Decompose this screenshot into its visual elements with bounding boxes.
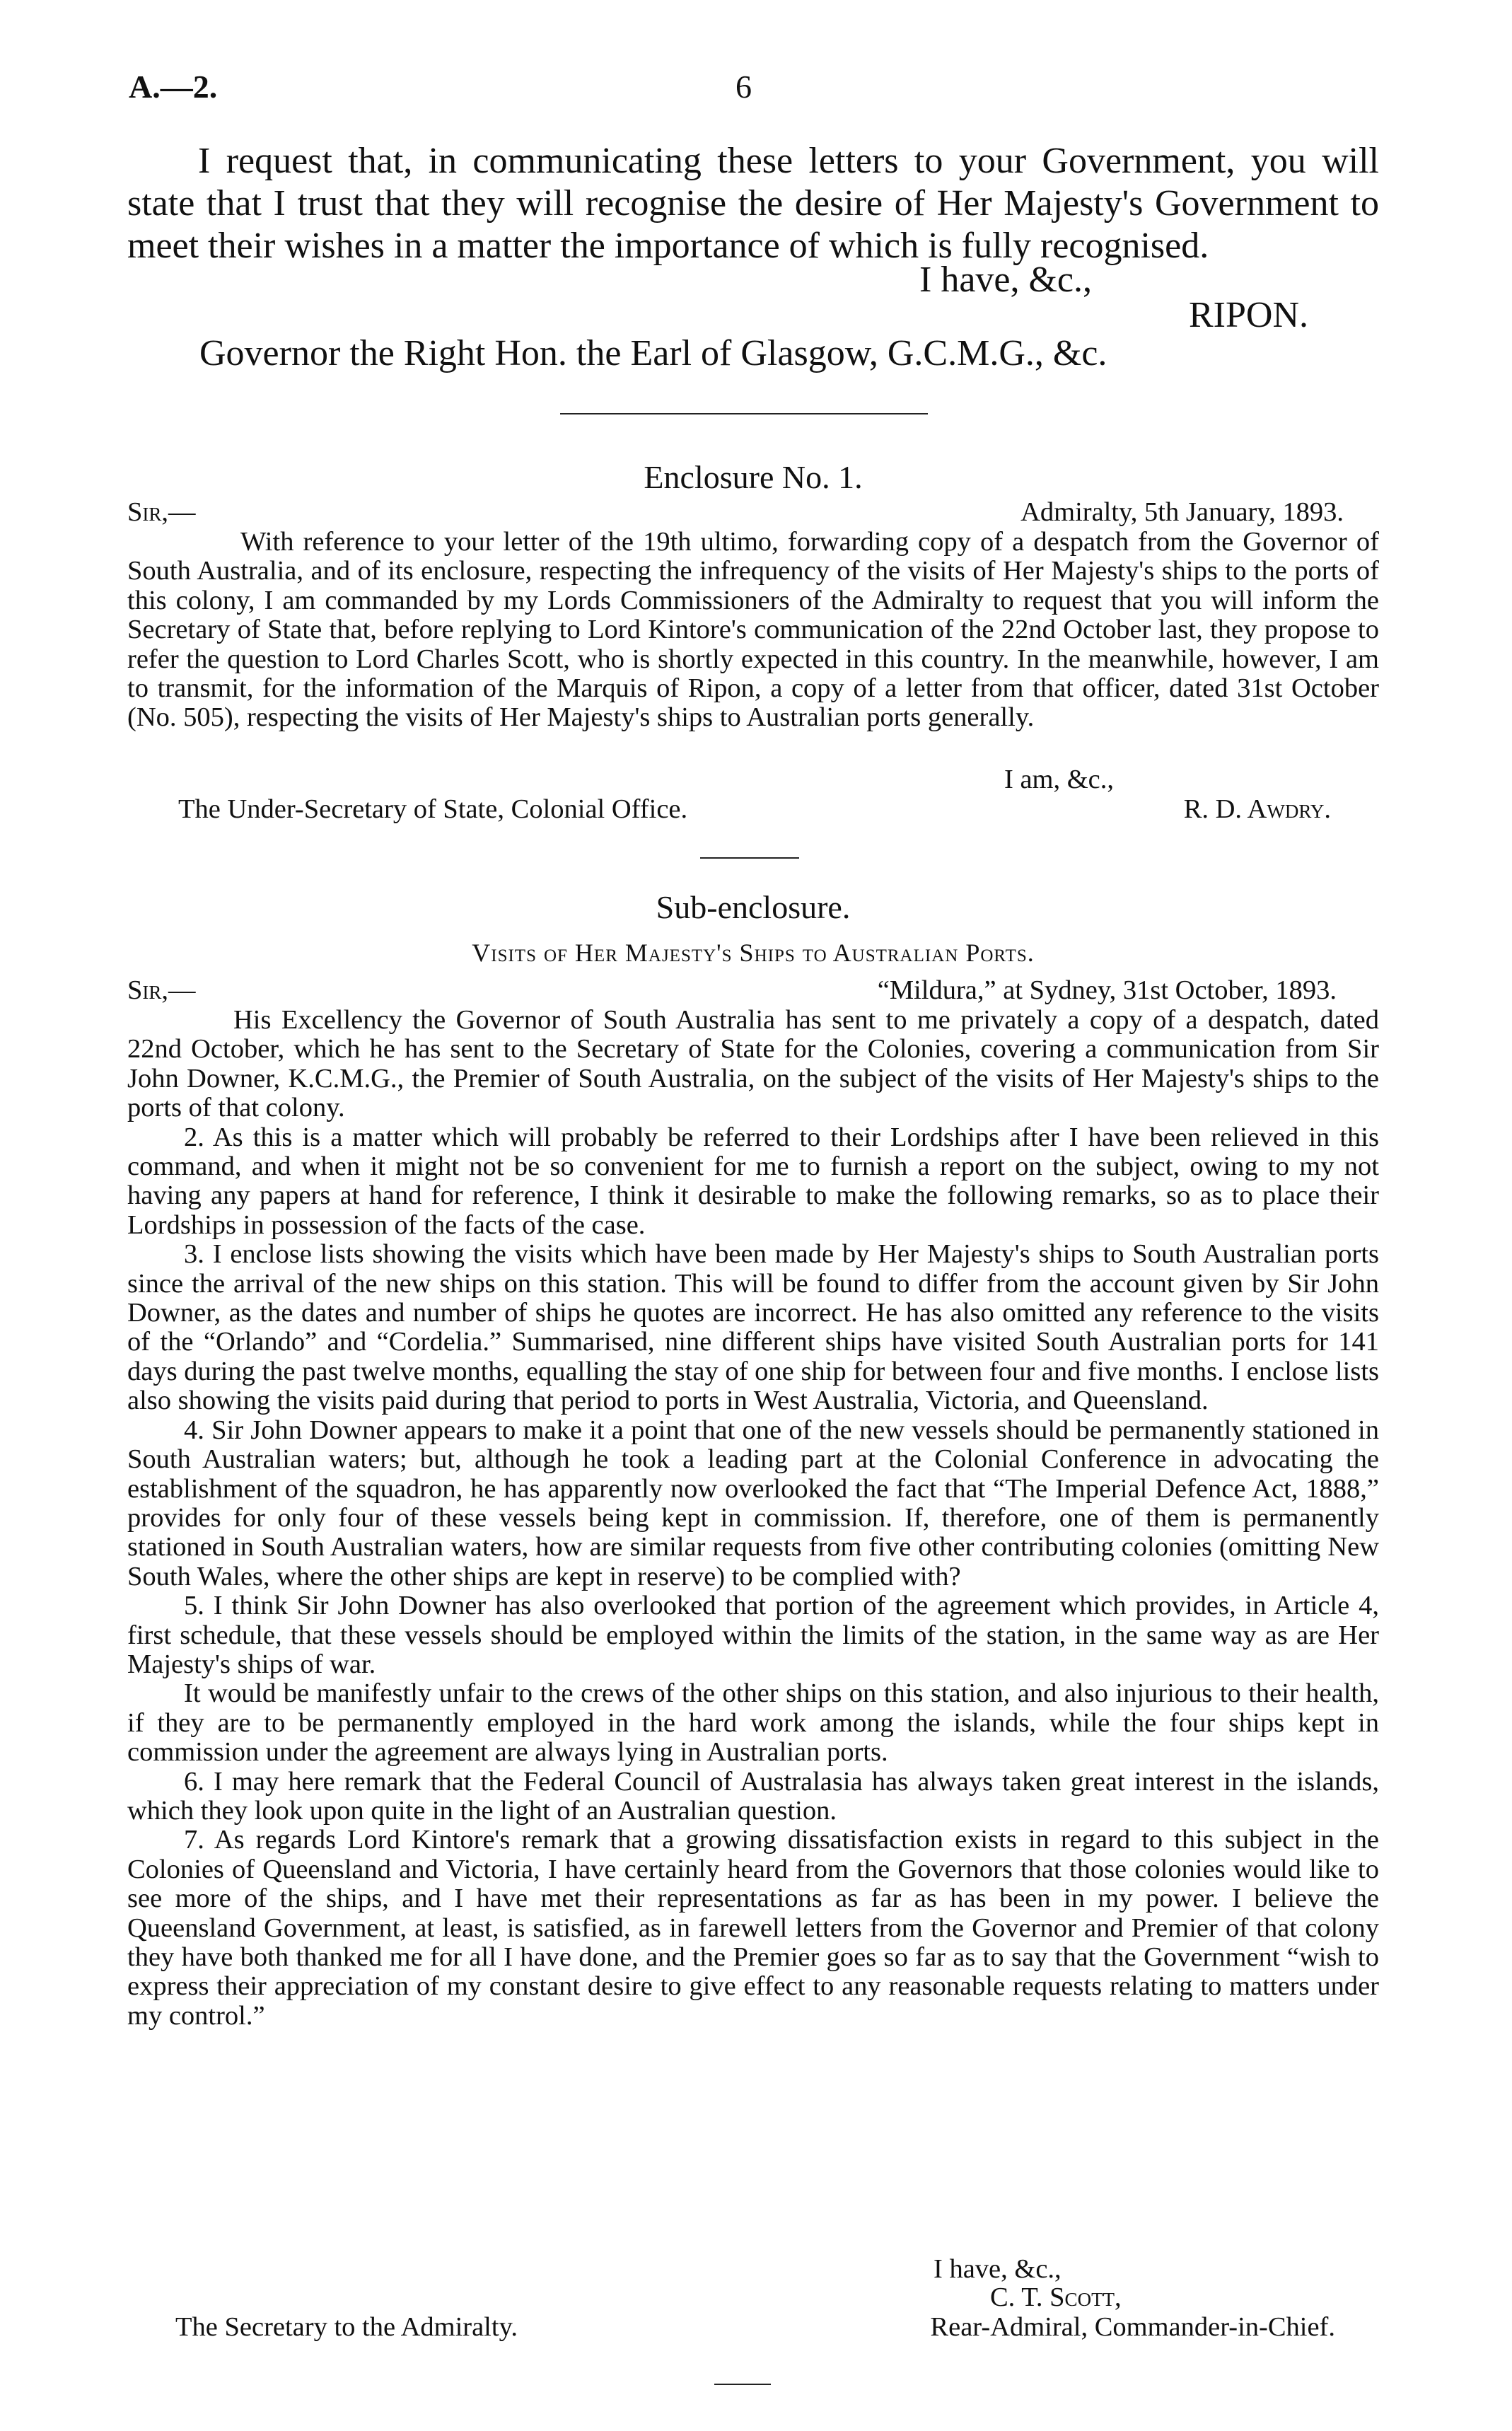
section-divider [700,857,799,859]
enclosure-signature: R. D. Awdry. [1183,794,1331,824]
enclosure-body [127,528,1379,733]
letter-closing: I have, &c., [919,260,1093,300]
letter-addressee: Governor the Right Hon. the Earl of Glasgow, G.C.M.G., &c. [199,333,1107,373]
end-divider [714,2384,771,2385]
subenclosure-dateline: “Mildura,” at Sydney, 31st October, 1893. [877,975,1337,1005]
section-divider [560,413,928,414]
subenclosure-paragraph-2: 2. As this is a matter which will probably be referred to their Lordships after I have been relieved in this command, and when it might not be so convenient for me to furnish a report on the subject, owing to my not having any papers at hand for reference, I think it desirable to make the following remarks, so as to place their Lordships in possession of the facts of the case. [127,1122,1379,1240]
subenclosure-subtitle: Visits of Her Majesty's Ships to Australian Ports. [472,939,1035,967]
document-reference: A.—2. [129,69,218,105]
subenclosure-signature-title: Rear-Admiral, Commander-in-Chief. [930,2312,1335,2342]
enclosure-title: Enclosure No. 1. [644,459,863,495]
subenclosure-paragraph-4: 4. Sir John Downer appears to make it a point that one of the new vessels should be permanently stationed in South Australian waters; but, although he took a leading part at the Colonial Conference in advocating the establishment of the squadron, he has apparently now overlooked the fact that “The Imperial Defence Act, 1888,” provides for only four of these vessels being kept in commission. If, therefore, one of them is permanently stationed in South Australian waters, how are similar requests from five other contributing colonies (omitting New South Wales, where the other ships are kept in reserve) to be complied with? [127,1415,1379,1591]
letter-paragraph: I request that, in communicating these letters to your Government, you will state that I trust that they will recognise the desire of Her Majesty's Government to meet their wishes in a matter the importance of which is fully recognised. [127,141,1379,266]
subenclosure-signoff-row [175,2313,1335,2342]
enclosure-paragraph: With reference to your letter of the 19th ultimo, forwarding copy of a despatch from the Governor of South Australia, and of its enclosure, respecting the infrequency of the visits of Her Majesty's ships to the ports of this colony, I am commanded by my Lords Commissioners of the Admiralty to request that you will inform the Secretary of State that, before replying to Lord Kintore's communication of the 22nd October last, they propose to refer the question to Lord Charles Scott, who is shortly expected in this country. In the meanwhile, however, I am to transmit, for the information of the Marquis of Ripon, a copy of a letter from that officer, dated 31st October (No. 505), respecting the visits of Her Majesty's ships to Australian ports generally. [127,527,1379,733]
subenclosure-paragraph-5: 5. I think Sir John Downer has also overlooked that portion of the agreement which provides, in Article 4, first schedule, that these vessels should be employed within the limits of the station, in the same way as are Her Majesty's ships of war. [127,1591,1379,1679]
subenclosure-addressee: The Secretary to the Admiralty. [175,2312,518,2342]
subenclosure-paragraph-6: 6. I may here remark that the Federal Council of Australasia has always taken great interest in the islands, which they look upon quite in the light of an Australian question. [127,1766,1379,1826]
subenclosure-paragraph-1: His Excellency the Governor of South Australia has sent to me privately a copy of a despatch, dated 22nd October, which he has sent to the Secretary of State for the Colonies, covering a communication from Sir John Downer, K.C.M.G., the Premier of South Australia, on the subject of the visits of Her Majesty's ships to the ports of that colony. [127,1005,1379,1123]
subenclosure-paragraph-3: 3. I enclose lists showing the visits which have been made by Her Majesty's ships to South Australian ports since the arrival of the new ships on this station. This will be found to differ from the account given by Sir John Downer, as the dates and number of ships he quotes are incorrect. He has also omitted any reference to the visits of the “Orlando” and “Cordelia.” Summarised, nine different ships have visited South Australian ports for 141 days during the past twelve months, equalling the stay of one ship for between four and five months. I enclose lists also showing the visits paid during that period to ports in West Australia, Victoria, and Queensland. [127,1239,1379,1416]
subenclosure-body [127,1006,1379,2031]
page-number: 6 [735,69,752,105]
subenclosure-signature-name: C. T. Scott, [990,2282,1122,2312]
subenclosure-paragraph-7: 7. As regards Lord Kintore's remark that a growing dissatisfaction exists in regard to this subject in the Colonies of Queensland and Victoria, I have certainly heard from the Governors that those colonies would like to see more of the ships, and I have met their representations as far as has been in my power. I believe the Queensland Government, at least, is satisfied, as in farewell letters from the Governor and Premier of that colony they have both thanked me for all I have done, and the Premier goes so far as to say that the Government “wish to express their appreciation of my constant desire to give effect to any reasonable requests relating to matters under my control.” [127,1825,1379,2031]
letter-end [127,140,1379,267]
enclosure-salutation: Sir,— [127,497,196,527]
subenclosure-salutation: Sir,— [127,975,196,1005]
letter-signature: RIPON. [1188,295,1308,335]
subenclosure-title: Sub-enclosure. [656,889,851,925]
enclosure-addressee: The Under-Secretary of State, Colonial Office. [178,794,688,824]
subenclosure-closing: I have, &c., [934,2254,1062,2284]
subenclosure-paragraph-5b: It would be manifestly unfair to the crews of the other ships on this station, and also injurious to their health, if they are to be permanently employed in the hard work among the islands, while the four ships kept in commission under the agreement are always lying in Australian ports. [127,1678,1379,1768]
enclosure-closing: I am, &c., [1004,765,1115,794]
enclosure-signoff-row [178,795,1380,824]
enclosure-dateline: Admiralty, 5th January, 1893. [1020,497,1344,527]
